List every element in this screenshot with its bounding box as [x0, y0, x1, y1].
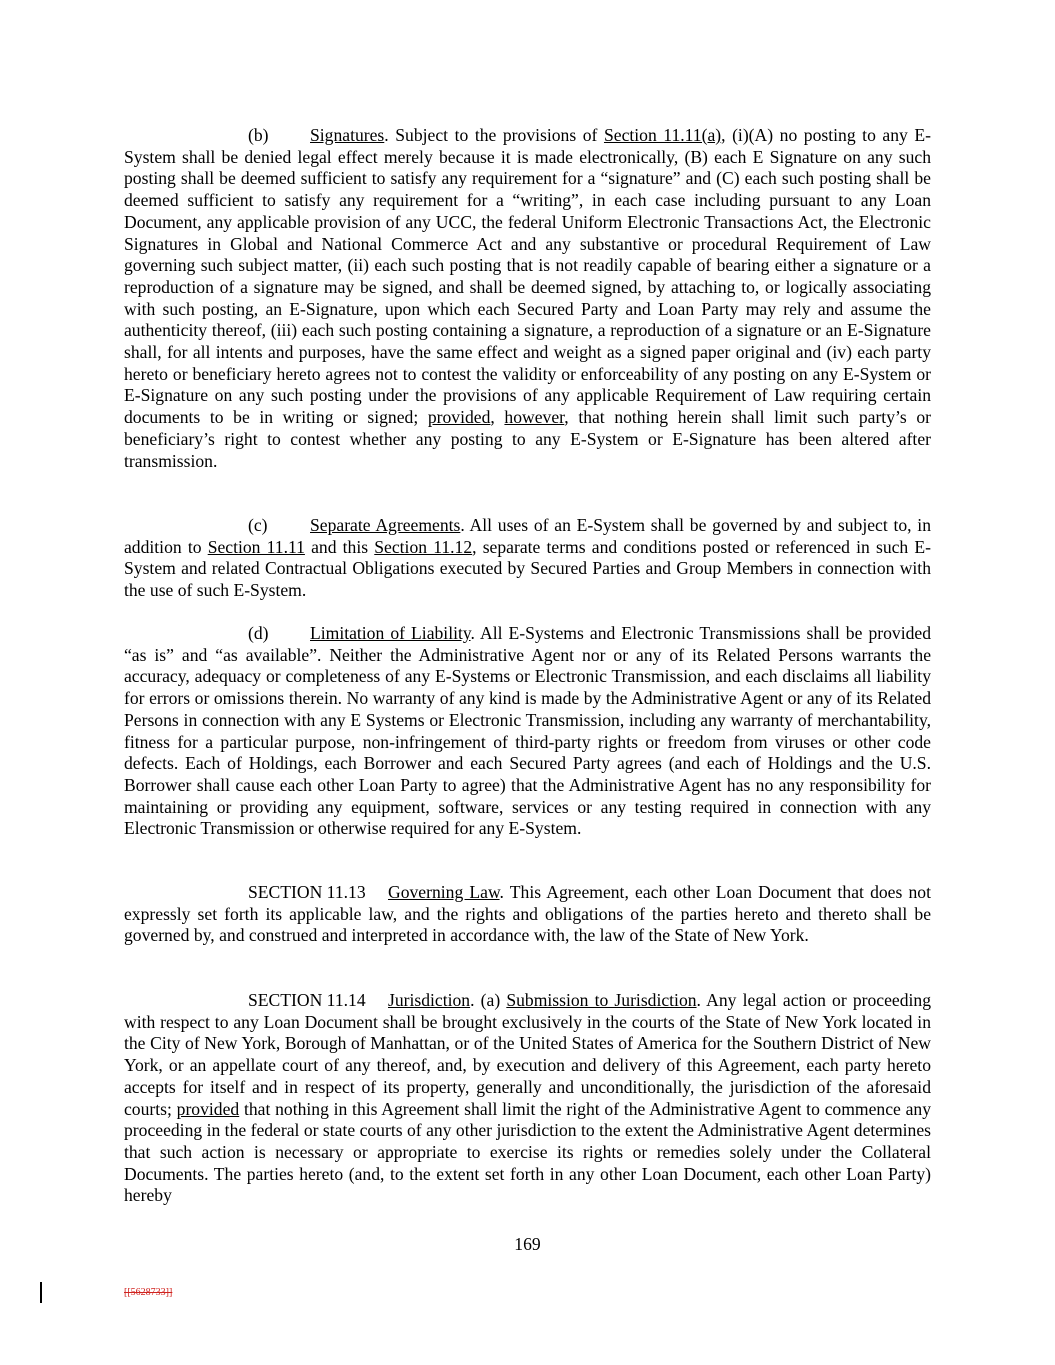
- section-heading: Governing Law: [388, 882, 500, 902]
- section-number: SECTION 11.13: [248, 882, 366, 902]
- section-reference: Section 11.11(a): [603, 125, 722, 145]
- paragraph-heading: Separate Agreements: [310, 515, 461, 535]
- section-11-14-jurisdiction: [124, 990, 931, 1207]
- section-number: SECTION 11.14: [248, 990, 366, 1010]
- paragraph-heading: Signatures: [310, 125, 385, 145]
- paragraph-heading: Limitation of Liability: [310, 623, 471, 643]
- paragraph-text: . (a): [470, 990, 507, 1010]
- provided-term: provided: [427, 407, 491, 428]
- section-reference: Section 11.12: [374, 536, 473, 557]
- paragraph-text: ,: [490, 407, 505, 428]
- however-term: however: [504, 407, 565, 428]
- paragraph-text: , that nothing herein shall limit such party’s or beneficiary’s right to contest whether any posting to any E-System or E-Signature has been altered after transmission.: [124, 407, 932, 471]
- document-id: [[5628733]]: [124, 1287, 173, 1298]
- paragraph-d-limitation-of-liability: [124, 623, 931, 840]
- paragraph-text: . Subject to the provisions of: [384, 125, 604, 145]
- paragraph-text: . All uses of an E-System shall be governed by and subject to, in addition to: [124, 515, 931, 557]
- provided-term: provided: [176, 1098, 240, 1119]
- paragraph-label: (c): [248, 515, 268, 535]
- paragraph-label: (b): [248, 125, 269, 145]
- section-reference: Section 11.11: [207, 536, 305, 557]
- paragraph-c-separate-agreements: [124, 515, 931, 602]
- paragraph-text: , (i)(A) no posting to any E-System shall be denied legal effect merely because it is made electronically, (B) each E Signature on any such posting shall be deemed sufficient to satisfy any requirement for a “signature” and (C) each such posting shall be deemed sufficient to satisfy any requirement for a “writing”, in each case including pursuant to any Loan Document, any applicable provision of any UCC, the federal Uniform Electronic Transactions Act, the Electronic Signatures in Global and National Commerce Act and any substantive or procedural Requirement of Law governing such subject matter, (ii) each such posting that is not readily capable of bearing either a signature or a reproduction of a signature may be signed, and shall be deemed signed, by attaching to, or logically associating with such posting, an E-Signature, upon which each Secured Party and Loan Party may rely and assume the authenticity thereof, (iii) each such posting containing a signature, a reproduction of a signature or an E-Signature shall, for all intents and purposes, have the same effect and weight as a signed paper original and (iv) each party hereto or beneficiary hereto agrees not to contest the validity or enforceability of any posting on any E-System or E-Signature on any such posting under the provisions of any applicable Requirement of Law requiring certain documents to be in writing or signed;: [124, 125, 931, 428]
- page-number: 169: [514, 1234, 541, 1254]
- paragraph-label: (d): [248, 623, 269, 643]
- paragraph-text: , separate terms and conditions posted or referenced in such E-System and related Contractual Obligations executed by Secured Parties and Group Members in connection with the use of such E-System.: [124, 536, 931, 601]
- paragraph-text: . All E-Systems and Electronic Transmissions shall be provided “as is” and “as available”. Neither the Administrative Agent nor or any of its Related Persons warrants the accuracy, adequacy or completeness of any E-Systems or Electronic Transmission, and each disclaims all liability for errors or omissions therein. No warranty of any kind is made by the Administrative Agent or any of its Related Persons in connection with any E Systems or Electronic Transmission, including any warranty of merchantability, fitness for a particular purpose, non-infringement of third-party rights or freedom from viruses or other code defects. Each of Holdings, each Borrower and each Secured Party agrees (and each of Holdings and the U.S. Borrower shall cause each other Loan Party to agree) that the Administrative Agent has no any responsibility for maintaining or providing any equipment, software, services or any testing required in connection with any Electronic Transmission or otherwise required for any E-System.: [124, 623, 931, 839]
- paragraph-text: . Any legal action or proceeding with respect to any Loan Document shall be brought exclusively in the courts of the State of New York located in the City of New York, Borough of Manhattan, or of the United States of America for the Southern District of New York, or an appellate court of any thereof, and, by execution and delivery of this Agreement, each party hereto accepts for itself and in respect of its property, generally and unconditionally, the jurisdiction of the aforesaid courts;: [124, 990, 931, 1119]
- paragraph-b-signatures: [124, 125, 931, 472]
- subsection-heading: Submission to Jurisdiction: [506, 990, 697, 1010]
- paragraph-text: . This Agreement, each other Loan Document that does not expressly set forth its applicable law, and the rights and obligations of the parties hereto and thereto shall be governed by, and construed and interpreted in accordance with, the law of the State of New York.: [124, 882, 931, 946]
- paragraph-text: that nothing in this Agreement shall limit the right of the Administrative Agent to commence any proceeding in the federal or state courts of any other jurisdiction to the extent the Administrative Agent determines that such action is necessary or appropriate to exercise its rights or remedies solely under the Collateral Documents. The parties hereto (and, to the extent set forth in any other Loan Document, each other Loan Party) hereby: [124, 1098, 931, 1206]
- paragraph-text: and this: [304, 536, 375, 557]
- revision-change-bar: [40, 1282, 42, 1303]
- section-heading: Jurisdiction: [388, 990, 471, 1010]
- section-11-13-governing-law: [124, 882, 931, 947]
